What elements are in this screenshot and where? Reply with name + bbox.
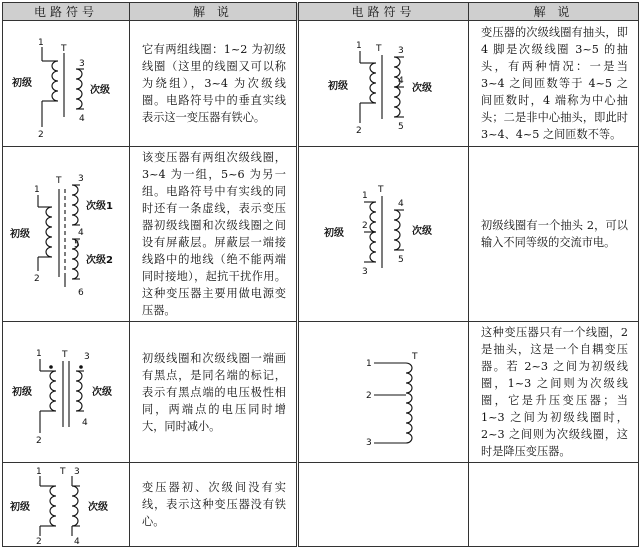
svg-text:3: 3 [397, 45, 404, 56]
polarity-dot [49, 365, 53, 369]
table-row [3, 322, 639, 463]
svg-text:T: T [62, 350, 68, 360]
svg-text:次级: 次级 [92, 387, 112, 398]
svg-text:2: 2 [355, 125, 362, 136]
empty-cell [469, 463, 639, 547]
svg-text:1: 1 [365, 359, 372, 369]
header-row [3, 3, 639, 21]
svg-text:T: T [61, 43, 67, 54]
svg-text:3: 3 [361, 267, 368, 277]
svg-text:1: 1 [36, 349, 42, 359]
svg-text:初级: 初级 [12, 77, 32, 89]
transformer-secondary-tap-symbol [314, 29, 454, 139]
svg-text:次级1: 次级1 [86, 201, 113, 212]
svg-text:2: 2 [365, 391, 372, 401]
transformer-symbol-table [2, 2, 639, 547]
svg-text:T: T [375, 43, 381, 54]
transformer-primary-tap-symbol [314, 174, 454, 294]
svg-text:4: 4 [74, 536, 80, 544]
svg-text:1: 1 [361, 191, 368, 201]
secondary-coil [76, 69, 82, 109]
description-cell: 初级线圈和次级线圈一端画有黑点，是同名端的标记，表示有黑点端的电压极性相同，两端点的电压同时增大，同时减小。 [130, 322, 298, 463]
svg-text:初级: 初级 [327, 80, 348, 92]
svg-text:T: T [56, 176, 62, 186]
symbol-cell [298, 322, 469, 463]
description-cell: 该变压器有两组次级线圈，3~4 为一组，5~6 为另一组。电路符号中有实线的同时还有一条虚线，表示变压器初级线圈和次级线圈之间设有屏蔽层。屏蔽层一端接线路中的地线（绝不能两端同时接地），起抗干扰作用。这种变压器主要用做电源变压器。 [130, 147, 298, 322]
transformer-shielded-symbol [6, 159, 126, 309]
svg-text:4: 4 [79, 113, 85, 124]
svg-text:3: 3 [365, 438, 372, 447]
svg-text:2: 2 [34, 274, 40, 284]
svg-text:初级: 初级 [10, 229, 30, 240]
svg-text:次级: 次级 [88, 501, 108, 513]
svg-text:4: 4 [397, 199, 404, 209]
description-cell: 这种变压器只有一个线圈，2 是抽头，这是一个自耦变压器。若 2~3 之间为初级线圈，1~3 之间则为次级线圈，它是升压变压器；当 1~3 之间为初级线圈时，2~3 之间则为次级线圈，这时是降压变压器。 [469, 322, 639, 463]
svg-text:5: 5 [397, 255, 404, 265]
svg-text:1: 1 [34, 185, 40, 195]
polarity-dot [79, 365, 83, 369]
autotransformer-symbol [314, 337, 454, 447]
symbol-cell [3, 147, 130, 322]
svg-text:4: 4 [78, 228, 84, 238]
header-explain-right: 解 说 [469, 3, 639, 21]
description-cell: 它有两组线圈：1~2 为初级线圈（这里的线圈又可以称为绕组），3~4 为次级线圈。电路符号中的垂直实线表示这一变压器有铁心。 [130, 21, 298, 147]
table-row [3, 21, 639, 147]
svg-text:初级: 初级 [10, 501, 30, 513]
symbol-cell [3, 322, 130, 463]
empty-cell [298, 463, 469, 547]
symbol-cell [3, 463, 130, 547]
svg-text:1: 1 [36, 466, 42, 477]
svg-text:次级: 次级 [411, 226, 432, 237]
svg-text:4: 4 [397, 75, 404, 86]
description-cell: 变压器的次级线圈有抽头，即 4 脚是次级线圈 3~5 的抽头，有两种情况：一是当 3~4 之间匝数等于 4~5 之间匝数时，4 端称为中心抽头；二是非中心抽头，即此时 3~4、4~5 之间匝数不等。 [469, 21, 639, 147]
svg-text:T: T [377, 185, 383, 195]
svg-text:3: 3 [78, 174, 84, 184]
table-row [3, 463, 639, 547]
svg-text:初级: 初级 [323, 228, 344, 239]
symbol-cell [298, 147, 469, 322]
transformer-dot-symbol [6, 337, 126, 447]
svg-text:2: 2 [38, 129, 44, 139]
description-cell: 变压器初、次级间没有实线，表示这种变压器没有铁心。 [130, 463, 298, 547]
svg-text:3: 3 [79, 58, 85, 69]
svg-text:T: T [60, 466, 66, 477]
svg-text:3: 3 [74, 466, 80, 477]
primary-coil [52, 61, 58, 101]
svg-text:次级2: 次级2 [86, 255, 113, 266]
svg-text:次级: 次级 [411, 82, 432, 94]
svg-text:5: 5 [397, 121, 404, 132]
header-symbol-left: 电路符号 [3, 3, 130, 21]
transformer-air-core-symbol [6, 466, 126, 544]
svg-text:6: 6 [78, 288, 84, 298]
svg-text:1: 1 [355, 40, 362, 51]
svg-text:4: 4 [82, 418, 88, 428]
header-symbol-right: 电路符号 [298, 3, 469, 21]
svg-text:2: 2 [36, 536, 42, 544]
svg-text:1: 1 [38, 37, 44, 48]
header-explain-left: 解 说 [130, 3, 298, 21]
table-row [3, 147, 639, 322]
svg-text:5: 5 [74, 240, 80, 250]
svg-text:3: 3 [84, 352, 90, 362]
svg-text:初级: 初级 [12, 387, 32, 398]
description-cell: 初级线圈有一个抽头 2，可以输入不同等级的交流市电。 [469, 147, 639, 322]
svg-text:2: 2 [36, 436, 42, 446]
transformer-basic-symbol [6, 29, 126, 139]
symbol-cell [3, 21, 130, 147]
svg-text:次级: 次级 [90, 84, 110, 96]
symbol-cell [298, 21, 469, 147]
svg-text:T: T [411, 352, 417, 362]
svg-text:2: 2 [361, 221, 368, 231]
